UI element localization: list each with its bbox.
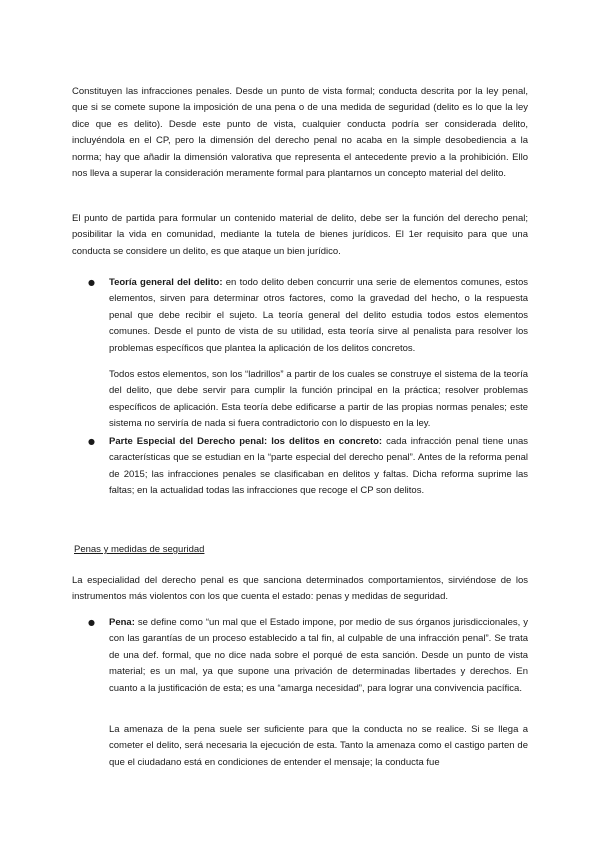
section-heading: Penas y medidas de seguridad	[74, 544, 205, 555]
bullet-icon: ●	[88, 278, 95, 287]
list-item-continuation: La amenaza de la pena suele ser suficiente para que la conducta no se realice. Si se llega a cometer el delito, será necesaria la ejecución de esta. Tanto la amenaza como el castigo parten de que el ciudadano está en condiciones de entender el mensaje; la conducta fue	[109, 724, 528, 768]
list-item-title: Pena:	[109, 617, 135, 628]
paragraph-delito-formal: Constituyen las infracciones penales. Desde un punto de vista formal; conducta descrita por la ley penal, que si se comete supone la imposición de una pena o de una medida de seguridad (delito es lo que la ley dice que es delito). Desde este punto de vista, cualquier conducta podría ser considerada delito, incluyéndola en el CP, pero la dimensión del derecho penal no acaba en la simple desobediencia a la norma; hay que añadir la dimensión valorativa que representa el antecedente previo a la prohibición. Ello nos lleva a superar la consideración meramente formal para plantarnos un concepto material del delito.	[72, 86, 528, 180]
list-item-title: Teoría general del delito:	[109, 277, 223, 288]
list-item-pena	[109, 615, 528, 697]
list-item-body: cada infracción penal tiene unas características que se estudian en la “parte especial del derecho penal”. Antes de la reforma penal de 2015; las infracciones penales se clasificaban en delitos y faltas. Dicha reforma suprime las faltas; en la actualidad todas las infracciones que recoge el CP son delitos.	[109, 436, 529, 497]
list-item-title: Parte Especial del Derecho penal: los delitos en concreto:	[109, 436, 383, 447]
paragraph-especialidad: La especialidad del derecho penal es que sanciona determinados comportamientos, sirviéndose de los instrumentos más violentos con los que cuenta el estado: penas y medidas de seguridad.	[72, 575, 528, 603]
paragraph-contenido-material: El punto de partida para formular un contenido material de delito, debe ser la función del derecho penal; posibilitar la vida en comunidad, mediante la tutela de bienes jurídicos. El 1er requisito para que una conducta se considere un delito, es que ataque un bien jurídico.	[72, 213, 528, 257]
list-item-body: en todo delito deben concurrir una serie de elementos comunes, estos elementos, sirven para determinar otros factores, como la gravedad del hecho, o la respuesta penal que debe recibir el sujeto. La teoría general del delito estudia todos estos elementos comunes. Desde el punto de vista de su utilidad, esta teoría sirve al penalista para resolver los problemas específicos que plantea la aplicación de los delitos concretos.	[109, 277, 528, 354]
bullet-icon: ●	[88, 437, 95, 446]
bullet-icon: ●	[88, 618, 95, 627]
list-item-teoria-general	[109, 275, 528, 357]
list-item-parte-especial	[109, 434, 528, 500]
list-item-continuation: Todos estos elementos, son los “ladrillos” a partir de los cuales se construye el sistema de la teoría del delito, que debe servir para cumplir la función principal en la práctica; resolver problemas específicos de aplicación. Esta teoría debe edificarse a partir de las propias normas penales; este sistema no serviría de nada si fuera contradictorio con lo dispuesto en la ley.	[109, 369, 528, 430]
list-item-body: se define como “un mal que el Estado impone, por medio de sus órganos jurisdiccionales, y con las garantías de un proceso establecido a tal fin, al culpable de una infracción penal”. Se trata de una def. formal, que no dice nada sobre el porqué de esta sanción. Desde un punto de vista material; es un mal, ya que supone una privación de determinadas libertades y derechos. En cuanto a la justificación de esta; es una “amarga necesidad”, para lograr una convivencia pacífica.	[109, 617, 528, 694]
